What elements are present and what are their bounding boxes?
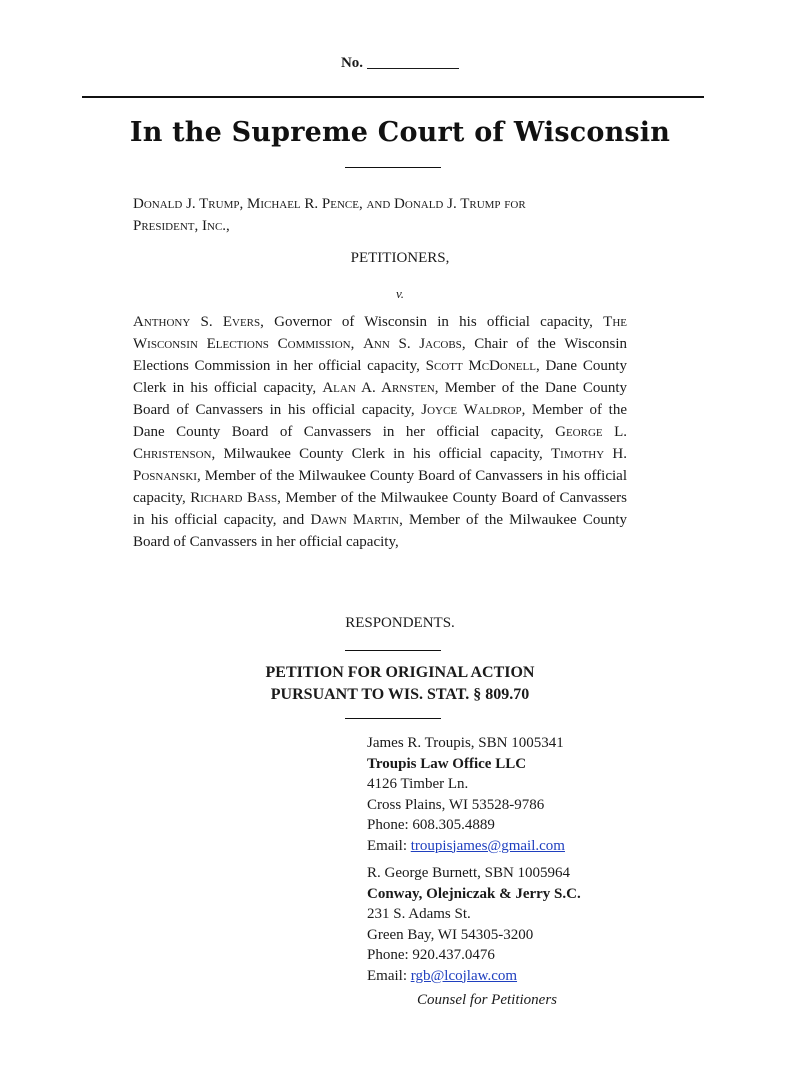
email-label: Email:	[367, 837, 411, 854]
counsel-firm: Troupis Law Office LLC	[367, 755, 527, 772]
petitioners-names-line2: President, Inc.,	[133, 218, 230, 234]
respondent-description: , Member of the Milwaukee County Board of Canvassers in his official capacity, and	[133, 490, 627, 528]
respondent-name: Dawn Martin	[310, 512, 400, 528]
respondent-description: , Governor of Wisconsin in his official capacity,	[260, 314, 604, 330]
versus-label: v.	[395, 286, 405, 301]
counsel-address-street: 231 S. Adams St.	[367, 906, 471, 922]
petition-title-line2: PURSUANT TO WIS. STAT. § 809.70	[270, 686, 530, 703]
counsel-phone: Phone: 608.305.4889	[367, 817, 495, 833]
counsel-for-petitioners-label: Counsel for Petitioners	[417, 992, 557, 1008]
counsel-block-burnett	[367, 863, 687, 986]
petitioners-role: PETITIONERS,	[350, 250, 450, 266]
respondent-description: , Member of the Milwaukee County Board of Canvassers in his official capacity,	[133, 468, 627, 506]
divider-rule	[345, 167, 441, 168]
email-link[interactable]: troupisjames@gmail.com	[410, 837, 565, 854]
respondent-name: George L. Christenson	[133, 424, 627, 462]
respondent-name: Alan A. Arnsten	[322, 380, 435, 396]
respondent-name: Richard Bass	[190, 490, 278, 506]
counsel-email-line	[367, 966, 687, 987]
counsel-firm: Conway, Olejniczak & Jerry S.C.	[367, 885, 581, 902]
respondent-name: Anthony S. Evers	[133, 314, 261, 330]
respondent-name: Ann S. Jacobs	[363, 336, 462, 352]
case-number-label: No.	[340, 55, 364, 71]
case-number-blank	[367, 67, 459, 69]
respondent-name: Timothy H. Posnanski	[133, 446, 627, 484]
divider-rule	[345, 718, 441, 719]
respondent-name: Scott McDonell	[425, 358, 536, 374]
counsel-name: James R. Troupis, SBN 1005341	[367, 735, 564, 751]
petitioners-names-line1: Donald J. Trump, Michael R. Pence, and Donald J. Trump for	[133, 196, 526, 212]
header-rule	[82, 96, 704, 98]
counsel-address-city: Cross Plains, WI 53528-9786	[367, 796, 545, 813]
petition-title	[0, 662, 800, 706]
respondent-description: ,	[350, 336, 364, 352]
respondent-description: , Milwaukee County Clerk in his official capacity,	[211, 446, 552, 462]
case-number-line	[0, 55, 800, 72]
counsel-block-troupis	[367, 733, 687, 856]
respondent-description: , Chair of the Wisconsin Elections Commission in her official capacity,	[133, 336, 627, 374]
counsel-name: R. George Burnett, SBN 1005964	[367, 865, 571, 881]
respondents-role: RESPONDENTS.	[345, 615, 455, 631]
court-title: In the Supreme Court of Wisconsin	[129, 117, 671, 148]
petition-title-line1: PETITION FOR ORIGINAL ACTION	[265, 664, 535, 681]
counsel-email-line	[367, 836, 687, 857]
counsel-phone: Phone: 920.437.0476	[367, 947, 495, 963]
respondent-description: , Member of the Dane County Board of Canvassers in her official capacity,	[133, 402, 627, 440]
respondent-description: , Member of the Dane County Board of Canvassers in his official capacity,	[133, 380, 627, 418]
respondent-name: The Wisconsin Elections Commission	[133, 314, 627, 352]
email-link[interactable]: rgb@lcojlaw.com	[410, 967, 518, 984]
respondent-description: , Dane County Clerk in his official capacity,	[133, 358, 627, 396]
respondents-block	[133, 311, 627, 553]
counsel-address-city: Green Bay, WI 54305-3200	[367, 926, 534, 943]
counsel-address-street: 4126 Timber Ln.	[367, 776, 469, 792]
email-label: Email:	[367, 967, 411, 984]
divider-rule	[345, 650, 441, 651]
petitioners-block	[133, 193, 627, 237]
respondent-name: Joyce Waldrop	[421, 402, 522, 418]
respondent-description: , Member of the Milwaukee County Board of Canvassers in her official capacity,	[133, 512, 627, 550]
